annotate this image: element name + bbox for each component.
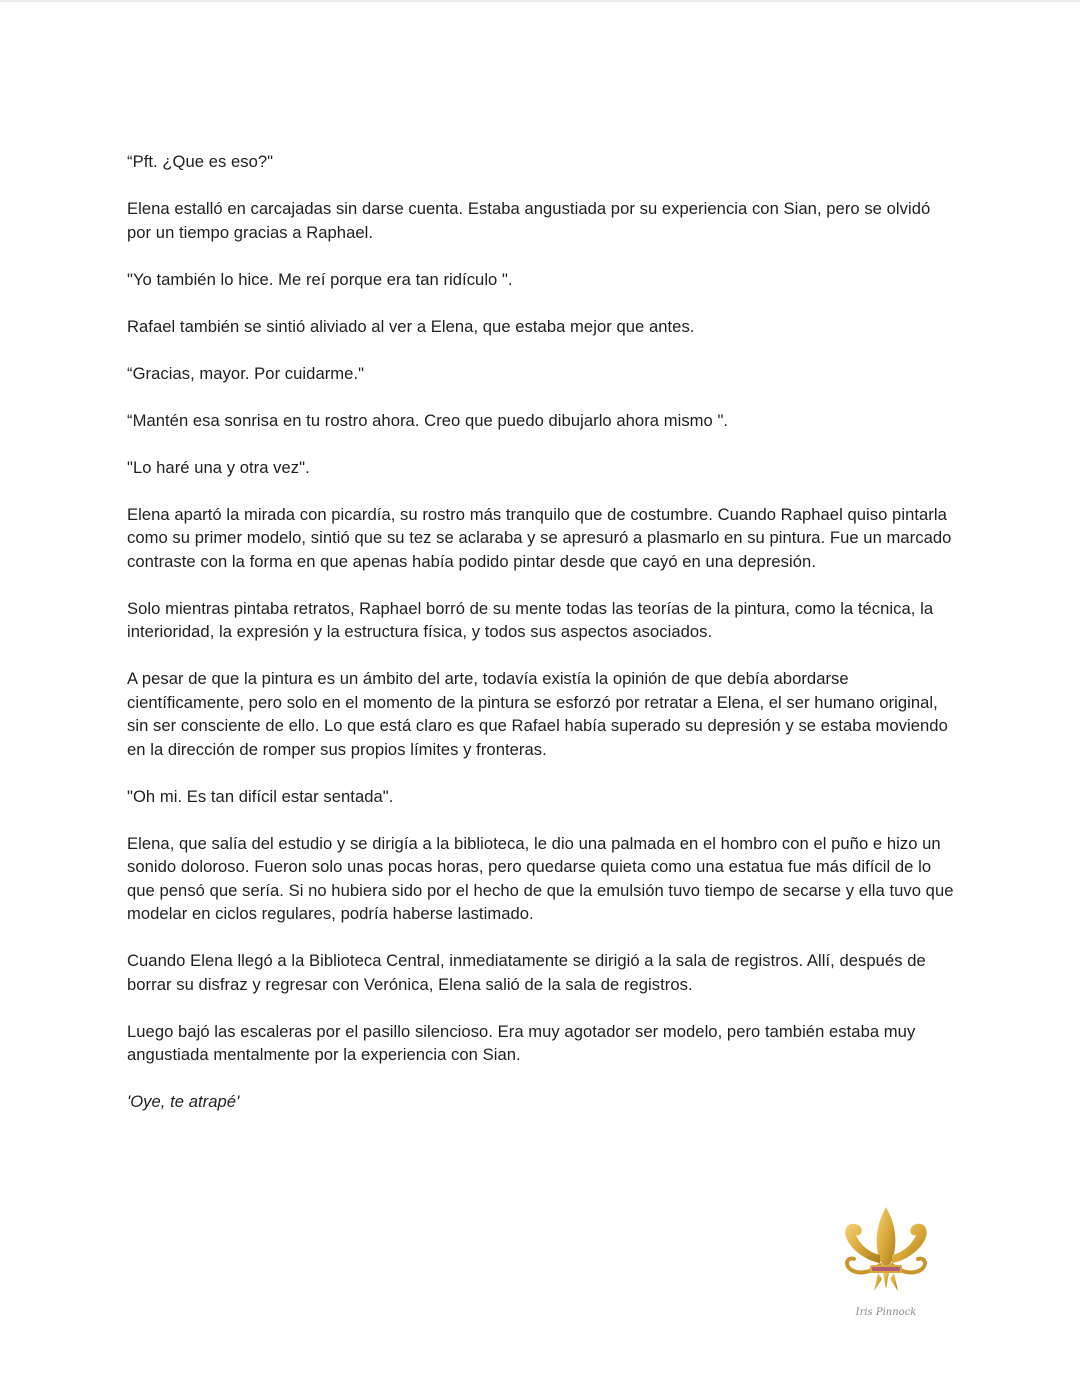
paragraph: "Yo también lo hice. Me reí porque era tan ridículo ". [127, 269, 513, 289]
paragraph: Solo mientras pintaba retratos, Raphael borró de su mente todas las teorías de la pintura, como la técnica, la interioridad, la expresión y la estructura física, y todos sus aspectos asociados. [127, 598, 934, 641]
paragraph: Elena, que salía del estudio y se dirigía a la biblioteca, le dio una palmada en el hombro con el puño e hizo un sonido doloroso. Fueron solo unas pocas horas, pero quedarse quieta como una estatua fue más difícil de lo que pensó que sería. Si no hubiera sido por el hecho de que la emulsión tuvo tiempo de secarse y ella tuvo que modelar en ciclos regulares, podría haberse lastimado. [127, 833, 954, 923]
paragraph: "Oh mi. Es tan difícil estar sentada". [127, 786, 394, 806]
paragraph: “Gracias, mayor. Por cuidarme." [127, 363, 365, 383]
paragraph: Elena estalló en carcajadas sin darse cuenta. Estaba angustiada por su experiencia con Sian, pero se olvidó por un tiempo gracias a Raphael. [127, 199, 931, 242]
document-body [127, 150, 957, 1137]
paragraph: Cuando Elena llegó a la Biblioteca Central, inmediatamente se dirigió a la sala de registros. Allí, después de borrar su disfraz y regresar con Verónica, Elena salió de la sala de registros. [127, 951, 926, 994]
paragraph: Luego bajó las escaleras por el pasillo silencioso. Era muy agotador ser modelo, pero también estaba muy angustiada mentalmente por la experiencia con Sian. [127, 1021, 916, 1064]
signature: Iris Pinnock [855, 1307, 917, 1318]
paragraph: Elena apartó la mirada con picardía, su rostro más tranquilo que de costumbre. Cuando Raphael quiso pintarla como su primer modelo, sintió que su tez se aclaraba y se apresuró a plasmarlo en su pintura. Fue un marcado contraste con la forma en que apenas había podido pintar desde que cayó en una depresión. [127, 504, 952, 571]
watermark-logo [836, 1203, 936, 1328]
paragraph: A pesar de que la pintura es un ámbito del arte, todavía existía la opinión de que debía abordarse científicamente, pero solo en el momento de la pintura se esforzó por retratar a Elena, el ser humano original, sin ser consciente de ello. Lo que está claro es que Rafael había superado su depresión y se estaba moviendo en la dirección de romper sus propios límites y fronteras. [127, 669, 948, 759]
paragraph: “Mantén esa sonrisa en tu rostro ahora. Creo que puedo dibujarlo ahora mismo ". [127, 410, 729, 430]
top-divider [0, 0, 1080, 2]
paragraph: "Lo haré una y otra vez". [127, 457, 310, 477]
paragraph: “Pft. ¿Que es eso?" [127, 152, 274, 171]
paragraph: Rafael también se sintió aliviado al ver a Elena, que estaba mejor que antes. [127, 316, 695, 336]
fleur-de-lis-icon [836, 1203, 936, 1328]
paragraph-italic: 'Oye, te atrapé' [127, 1092, 240, 1111]
